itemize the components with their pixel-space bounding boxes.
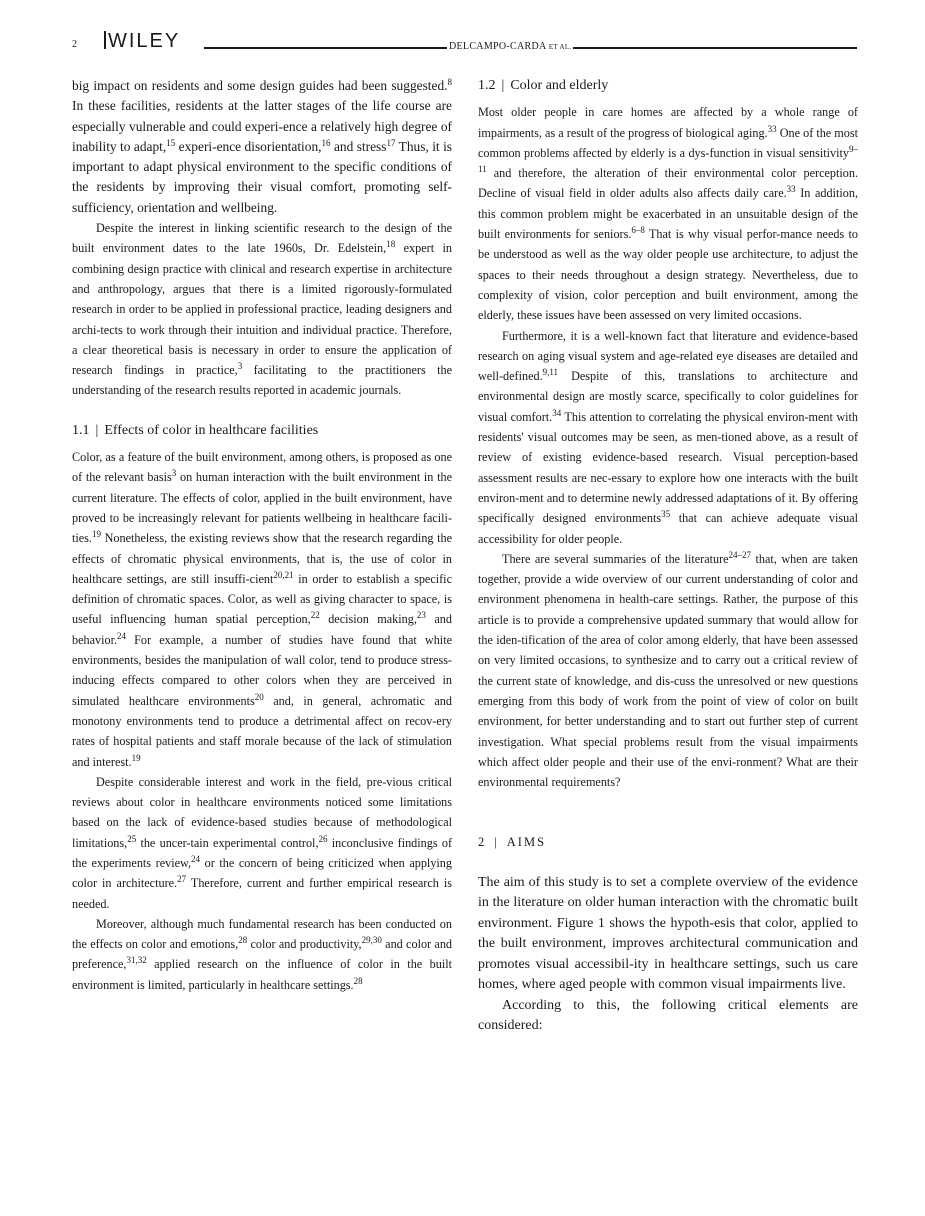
citation: 17 (386, 137, 396, 148)
citation: 20,21 (273, 569, 294, 580)
citation: 24 (191, 853, 201, 864)
citation: 18 (386, 239, 396, 250)
paragraph: According to this, the following critical elements are considered: (478, 997, 858, 1034)
left-column (72, 76, 452, 995)
section-heading-1-1: 1.1 | Effects of color in healthcare facilities (72, 422, 319, 438)
citation: 25 (127, 833, 137, 844)
citation: 8 (447, 77, 452, 87)
section-heading-1-2: 1.2 | Color and elderly (478, 78, 609, 93)
paragraph: The aim of this study is to set a complete overview of the evidence in the literature on older human interaction with the chromatic built environment. Figure 1 shows the hypoth-esis that color, applied to the built environment, improves architectural communication and promotes visual accessibil-ity in healthcare settings, such us care homes, where aged people with common visual impairments live. (478, 874, 858, 993)
citation: 31,32 (126, 955, 147, 966)
citation: 27 (177, 874, 187, 885)
page-header (72, 30, 857, 52)
citation: 15 (166, 137, 176, 148)
citation: 24 (117, 630, 127, 641)
citation: 19 (91, 529, 101, 540)
wiley-logo (104, 30, 180, 53)
page-number: 2 (72, 39, 77, 50)
paragraph: There are several summaries of the literature$^{24-27}$ that, when are taken together, provide a wide overview of our current understanding of color and environment phenomena in health-care settings. Rather, the purpose of this article is to provide a comprehensive updated summary that would allow for the iden-tification of the area of color among elderly, that have been assessed on very limited occasions, to synthesize and to carry out a critical review of the current state of knowledge, and dis-cuss the unresolved or new questions emerging from this body of work from the point of view of color on built environment, for better understanding and to start out further step of current investigation. What special problems result from the visual impairments which affect older people and their use of the envi-ronment? What are their environmental requirements? (478, 549, 858, 790)
citation: 24–27 (728, 549, 752, 560)
citation: 33 (786, 184, 796, 195)
paragraph: Most older people in care homes are affected by a whole range of impairments, as a result of the progress of biological aging.$^{33}$ One of the most common problems affected by elderly is a dys-function in visual sensitivity$^{9-11}$ and therefore, the alteration of their environmental color perception. Decline of visual field in older adults also affects daily care.$^{33}$ In addition, this common problem might be exacerbated in an unsuitable design of the built environments for seniors.$^{6-8}$ That is why visual perfor-mance needs to be understood as well as the way older people use architecture, to adjust the spaces to their needs throughout a design strategy. Nevertheless, due to complexity of vision, color perception and built environment, among the elderly, these issues have been assessed on very limited occasions. (478, 105, 858, 323)
citation: 33 (767, 123, 777, 134)
citation: 9,11 (542, 367, 559, 378)
paragraph: Furthermore, it is a well-known fact that literature and evidence-based research on aging visual system and age-related eye diseases are detailed and well-defined.$^{9,11}$ Despite of this, translations to architecture and environmental design are mostly scarce, specifically to color guidelines for visual comfort.$^{34}$ This attention to correlating the physical environ-ment with residents' visual outcomes may be seen, as men-tioned above, as a result of review of existing evidence-based research. Visual perception-based assessment results are nec-essary to explore how one interacts with the built environ-ment and to determine newly addressed adaptations of it. By offering specifically designed environments$^{35}$ that can achieve adequate visual accessibility for older people. (478, 328, 858, 546)
citation: 28 (238, 935, 248, 946)
citation: 3 (237, 361, 243, 372)
paragraph: Despite the interest in linking scientific research to the design of the built environment dates to the late 1960s, Dr. Edelstein,$^{18}$ expert in combining design practice with clinical and research expertise in architecture and anthropology, argues that there is a limited rigorously-formulated research in order to be applied in professional practice, leading designers and archi-tects to work through their intuition and individual practice. Therefore, a clear theoretical basis is necessary in order to ensure the application of research findings in practice,$^3$ facilitating to the practitioners the understanding of the research results reported in academic journals. (72, 221, 452, 398)
running-head: DELCAMPO-CARDA ET AL. (449, 41, 572, 52)
citation: 16 (321, 137, 331, 148)
citation: 19 (131, 752, 141, 763)
paragraph: Color, as a feature of the built environment, among others, is proposed as one of the relevant basis$^3$ on human interaction with the built environment in the current literature. The effects of color, applied in the built environment, have proved to be increasingly relevant for patients wellbeing in healthcare facili-ties.$^{19}$ Nonetheless, the existing reviews show that the research regarding the effects of chromatic physical environments, that is, the use of color in healthcare settings, are still insuffi-cient$^{20,21}$ in order to establish a specific definition of chromatic spaces. Color, as well as giving character to space, is useful influencing human spatial perception,$^{22}$ decision making,$^{23}$ and behavior.$^{24}$ For example, a number of studies have found that white environments, besides the manipulation of wall color, tend to produce stress-inducing effects compared to other colors when they are perceived in simulated healthcare environments$^{20}$ and, in general, achromatic and monotony environments tend to produce a detrimental affect on recov-ery rates of hospital patients and staff morale because of the lack of stimulation and interest.$^{19}$ (72, 450, 452, 769)
citation: 28 (353, 975, 363, 986)
citation: 29,30 (361, 935, 382, 946)
citation: 3 (171, 468, 177, 479)
paragraph: Moreover, although much fundamental research has been conducted on the effects on color and emotions,$^{28}$ color and productivity,$^{29,30}$ and color and preference,$^{31,32}$ applied research on the influence of color in the built environment is limited, particularly in healthcare settings.$^{28}$ (72, 916, 453, 992)
logo-text: WILEY (108, 30, 181, 52)
citation: 20 (254, 691, 264, 702)
citation: 22 (310, 610, 320, 621)
citation: 26 (318, 833, 328, 844)
section-heading-2: 2 | AIMS (478, 835, 547, 850)
citation: 34 (552, 407, 562, 418)
paragraph: big impact on residents and some design guides had been suggested.$^8$ In these facilities, residents at the latter stages of the life course are especially vulnerable and could experi-ence a relatively high degree of inability to adapt,$^{15}$ experi-ence disorientation,$^{16}$ and stress$^{17}$ Thus, it is important to adapt physical environment to the specific conditions of the residents by improving their visual comfort, promoting self-sufficiency, orientation and wellbeing. (72, 77, 452, 215)
right-column (478, 76, 858, 1037)
citation: 9–11 (478, 143, 858, 175)
citation: 23 (416, 610, 426, 621)
citation: 35 (661, 509, 671, 520)
citation: 6–8 (631, 225, 645, 236)
paragraph: Despite considerable interest and work in the field, pre-vious critical reviews about color in healthcare environments noticed some limitations based on the lack of evidence-based studies because of methodological limitations,$^{25}$ the uncer-tain experimental control,$^{26}$ inconclusive findings of the experiments review,$^{24}$ or the concern of being criticized when applying color in architecture.$^{27}$ Therefore, current and further empirical research is needed. (72, 774, 453, 911)
